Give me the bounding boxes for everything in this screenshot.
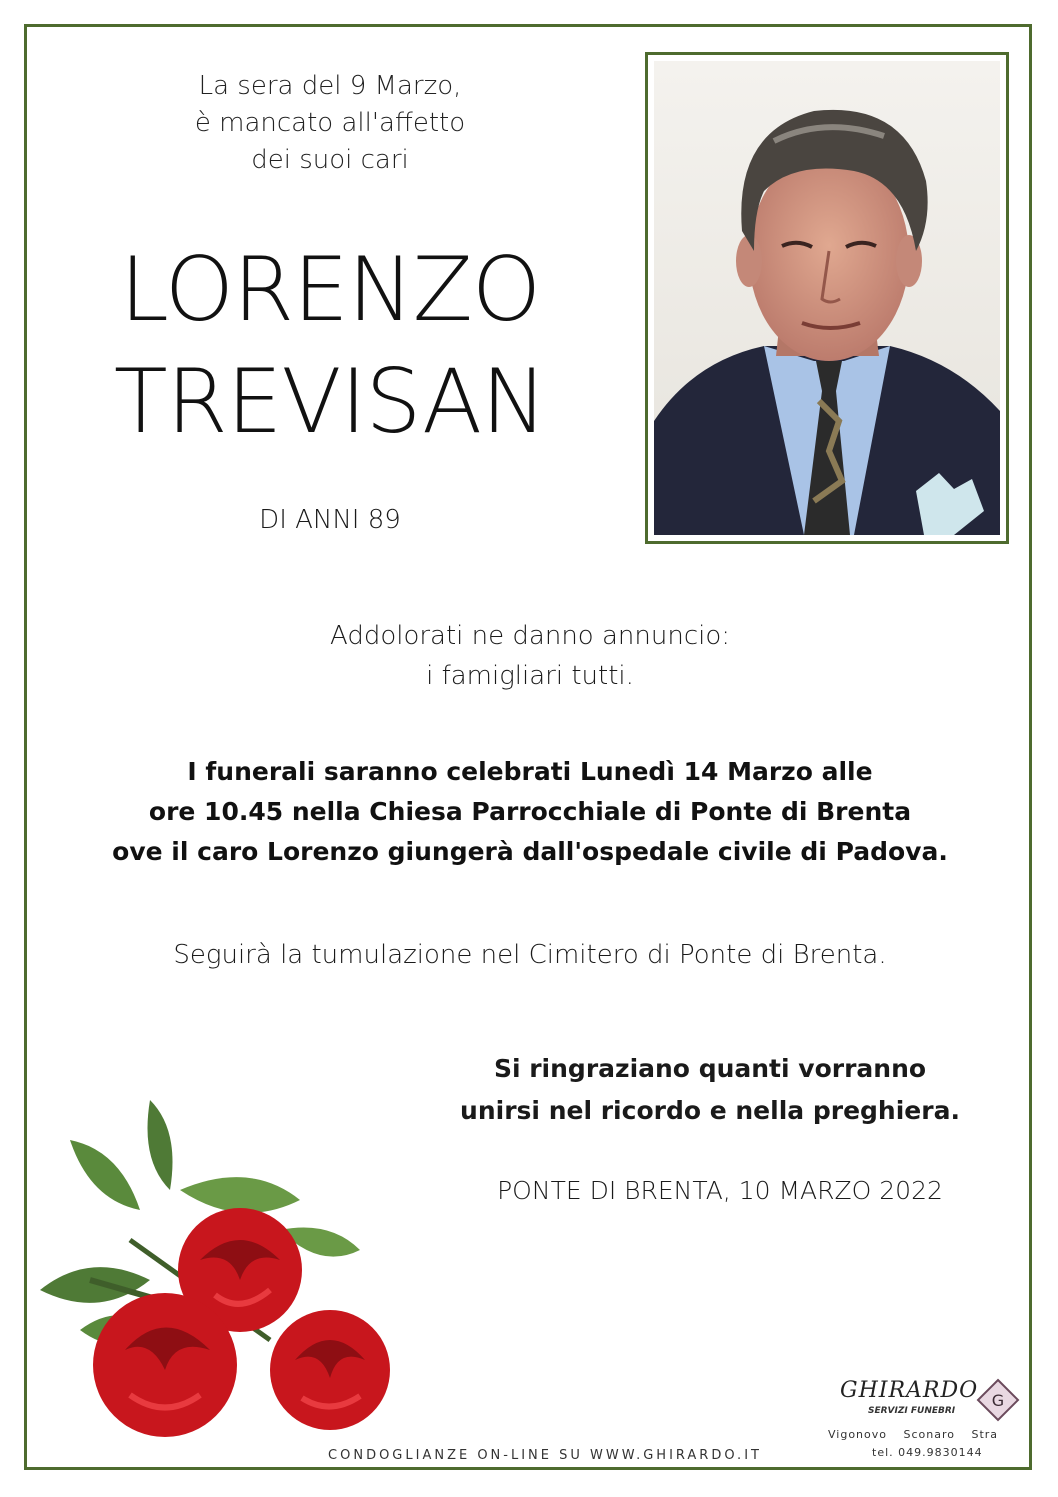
- funeral-line-1: I funerali saranno celebrati Lunedì 14 Marzo alle: [187, 757, 873, 786]
- intro-line-2: è mancato all'affetto: [194, 108, 466, 138]
- thanks-line-1: Si ringraziano quanti vorranno: [493, 1054, 927, 1083]
- deceased-first-name: LORENZO: [119, 238, 541, 341]
- announcement-line-1: Addolorati ne danno annuncio:: [329, 621, 731, 651]
- intro-text: [110, 68, 550, 179]
- logo-mark-letter: G: [991, 1391, 1005, 1410]
- announcement-line-2: i famigliari tutti.: [426, 661, 634, 691]
- funeral-line-3: ove il caro Lorenzo giungerà dall'ospedale civile di Padova.: [112, 837, 948, 866]
- place-date: PONTE DI BRENTA, 10 MARZO 2022: [497, 1176, 943, 1205]
- logo-subtitle: SERVIZI FUNEBRI: [868, 1406, 956, 1416]
- logo-name: GHIRARDO: [840, 1378, 979, 1403]
- intro-line-3: dei suoi cari: [251, 145, 409, 175]
- funeral-home-logo: [828, 1378, 1028, 1468]
- logo-phone: tel. 049.9830144: [872, 1446, 983, 1459]
- deceased-last-name: TREVISAN: [113, 350, 547, 453]
- intro-line-1: La sera del 9 Marzo,: [198, 71, 462, 101]
- thanks-text: [430, 1048, 990, 1132]
- logo-cities: Vigonovo Sconaro Stra: [828, 1428, 999, 1441]
- announcement-text: [230, 616, 830, 696]
- deceased-age: DI ANNI 89: [259, 505, 401, 535]
- portrait-photo: [654, 61, 1000, 535]
- funeral-line-2: ore 10.45 nella Chiesa Parrocchiale di Ponte di Brenta: [148, 797, 912, 826]
- condolences-url: CONDOGLIANZE ON-LINE SU WWW.GHIRARDO.IT: [328, 1448, 762, 1463]
- logo-diamond-icon: [976, 1378, 1020, 1422]
- thanks-line-2: unirsi nel ricordo e nella preghiera.: [460, 1096, 960, 1125]
- portrait-frame: [645, 52, 1009, 544]
- funeral-details: [50, 752, 1010, 872]
- burial-text: Seguirà la tumulazione nel Cimitero di Ponte di Brenta.: [173, 940, 887, 970]
- roses-illustration: [30, 1080, 400, 1460]
